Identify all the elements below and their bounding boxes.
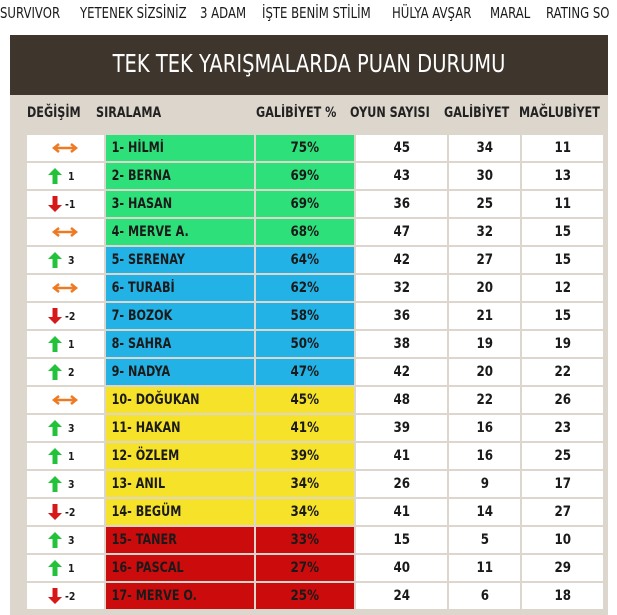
contestant-name: 6- TURABİ: [106, 275, 254, 301]
win-pct: 25%: [256, 583, 354, 609]
change-cell: [27, 219, 104, 245]
nav-link-rating[interactable]: RATING SO: [546, 4, 610, 22]
table-row: [27, 275, 603, 301]
change-cell: [27, 191, 104, 217]
wins-count: 27: [449, 247, 520, 273]
win-pct: 45%: [256, 387, 354, 413]
nav-link-hulya-avsar[interactable]: HÜLYA AVŞAR: [392, 4, 472, 22]
losses-count: 25: [522, 443, 603, 469]
contestant-name: 8- SAHRA: [106, 331, 254, 357]
games-count: 43: [356, 163, 447, 189]
table-row: [27, 163, 603, 189]
table-row: [27, 331, 603, 357]
contestant-name: 12- ÖZLEM: [106, 443, 254, 469]
games-count: 41: [356, 499, 447, 525]
standings-title-bar: [10, 35, 608, 95]
contestant-name: 13- ANIL: [106, 471, 254, 497]
rank-change-value: 1: [68, 450, 75, 463]
table-row: [27, 387, 603, 413]
rank-change-value: -2: [65, 590, 76, 603]
contestant-name: 9- NADYA: [106, 359, 254, 385]
table-row: [27, 219, 603, 245]
wins-count: 32: [449, 219, 520, 245]
nav-link-maral[interactable]: MARAL: [490, 4, 531, 22]
table-row: [27, 471, 603, 497]
contestant-name: 11- HAKAN: [106, 415, 254, 441]
table-row: [27, 359, 603, 385]
table-row: [27, 135, 603, 161]
change-cell: [27, 303, 104, 329]
contestant-name: 1- HİLMİ: [106, 135, 254, 161]
win-pct: 69%: [256, 191, 354, 217]
change-cell: [27, 135, 104, 161]
wins-count: 34: [449, 135, 520, 161]
change-cell: [27, 499, 104, 525]
contestant-name: 5- SERENAY: [106, 247, 254, 273]
change-cell: [27, 331, 104, 357]
losses-count: 15: [522, 247, 603, 273]
nav-link-yetenek-sizsiniz[interactable]: YETENEK SİZSİNİZ: [80, 4, 187, 22]
table-row: [27, 303, 603, 329]
losses-count: 15: [522, 303, 603, 329]
win-pct: 34%: [256, 471, 354, 497]
rank-change-value: 3: [68, 254, 75, 267]
header-rank: SIRALAMA: [96, 105, 162, 121]
games-count: 40: [356, 555, 447, 581]
rank-change-value: -1: [65, 198, 76, 211]
losses-count: 13: [522, 163, 603, 189]
table-row: [27, 415, 603, 441]
wins-count: 6: [449, 583, 520, 609]
top-nav: [0, 0, 617, 26]
table-row: [27, 443, 603, 469]
win-pct: 69%: [256, 163, 354, 189]
table-row: [27, 191, 603, 217]
games-count: 39: [356, 415, 447, 441]
wins-count: 30: [449, 163, 520, 189]
rank-change-value: -2: [65, 506, 76, 519]
losses-count: 26: [522, 387, 603, 413]
rank-change-value: 1: [68, 170, 75, 183]
games-count: 26: [356, 471, 447, 497]
losses-count: 27: [522, 499, 603, 525]
standings-panel: [10, 35, 608, 615]
rank-change-value: 2: [68, 366, 75, 379]
wins-count: 5: [449, 527, 520, 553]
change-cell: [27, 359, 104, 385]
table-row: [27, 583, 603, 609]
contestant-name: 3- HASAN: [106, 191, 254, 217]
nav-link-iste-benim-stilim[interactable]: İŞTE BENİM STİLİM: [262, 4, 371, 22]
nav-link-survivor[interactable]: SURVIVOR: [0, 4, 61, 22]
rank-change-value: 3: [68, 478, 75, 491]
win-pct: 47%: [256, 359, 354, 385]
games-count: 48: [356, 387, 447, 413]
nav-link-3-adam[interactable]: 3 ADAM: [200, 4, 247, 22]
losses-count: 17: [522, 471, 603, 497]
contestant-name: 14- BEGÜM: [106, 499, 254, 525]
rank-change-value: -2: [65, 310, 76, 323]
wins-count: 16: [449, 443, 520, 469]
wins-count: 11: [449, 555, 520, 581]
rank-change-value: 1: [68, 338, 75, 351]
games-count: 38: [356, 331, 447, 357]
header-win-pct: GALİBİYET %: [256, 105, 337, 121]
win-pct: 58%: [256, 303, 354, 329]
wins-count: 20: [449, 359, 520, 385]
wins-count: 16: [449, 415, 520, 441]
contestant-name: 15- TANER: [106, 527, 254, 553]
change-cell: [27, 247, 104, 273]
games-count: 36: [356, 191, 447, 217]
losses-count: 11: [522, 191, 603, 217]
losses-count: 12: [522, 275, 603, 301]
wins-count: 19: [449, 331, 520, 357]
win-pct: 41%: [256, 415, 354, 441]
header-games: OYUN SAYISI: [350, 105, 430, 121]
win-pct: 33%: [256, 527, 354, 553]
losses-count: 11: [522, 135, 603, 161]
change-cell: [27, 471, 104, 497]
change-cell: [27, 275, 104, 301]
win-pct: 50%: [256, 331, 354, 357]
contestant-name: 7- BOZOK: [106, 303, 254, 329]
change-cell: [27, 527, 104, 553]
win-pct: 68%: [256, 219, 354, 245]
table-row: [27, 499, 603, 525]
change-cell: [27, 163, 104, 189]
rank-change-value: 1: [68, 562, 75, 575]
win-pct: 39%: [256, 443, 354, 469]
wins-count: 22: [449, 387, 520, 413]
wins-count: 25: [449, 191, 520, 217]
change-cell: [27, 387, 104, 413]
header-change: DEĞİŞİM: [27, 105, 81, 121]
table-row: [27, 247, 603, 273]
games-count: 36: [356, 303, 447, 329]
wins-count: 20: [449, 275, 520, 301]
contestant-name: 2- BERNA: [106, 163, 254, 189]
win-pct: 62%: [256, 275, 354, 301]
contestant-name: 16- PASCAL: [106, 555, 254, 581]
table-row: [27, 527, 603, 553]
rank-change-value: 3: [68, 422, 75, 435]
win-pct: 64%: [256, 247, 354, 273]
win-pct: 75%: [256, 135, 354, 161]
wins-count: 14: [449, 499, 520, 525]
contestant-name: 17- MERVE O.: [106, 583, 254, 609]
win-pct: 34%: [256, 499, 354, 525]
header-losses: MAĞLUBİYET: [519, 105, 600, 121]
change-cell: [27, 555, 104, 581]
wins-count: 9: [449, 471, 520, 497]
change-cell: [27, 415, 104, 441]
losses-count: 23: [522, 415, 603, 441]
games-count: 15: [356, 527, 447, 553]
games-count: 45: [356, 135, 447, 161]
games-count: 24: [356, 583, 447, 609]
wins-count: 21: [449, 303, 520, 329]
win-pct: 27%: [256, 555, 354, 581]
losses-count: 10: [522, 527, 603, 553]
losses-count: 29: [522, 555, 603, 581]
games-count: 32: [356, 275, 447, 301]
contestant-name: 10- DOĞUKAN: [106, 387, 254, 413]
games-count: 42: [356, 359, 447, 385]
losses-count: 18: [522, 583, 603, 609]
losses-count: 15: [522, 219, 603, 245]
change-cell: [27, 443, 104, 469]
losses-count: 19: [522, 331, 603, 357]
games-count: 47: [356, 219, 447, 245]
games-count: 41: [356, 443, 447, 469]
contestant-name: 4- MERVE A.: [106, 219, 254, 245]
table-row: [27, 555, 603, 581]
losses-count: 22: [522, 359, 603, 385]
standings-title: TEK TEK YARIŞMALARDA PUAN DURUMU: [112, 49, 506, 78]
header-wins: GALİBİYET: [444, 105, 510, 121]
change-cell: [27, 583, 104, 609]
games-count: 42: [356, 247, 447, 273]
rank-change-value: 3: [68, 534, 75, 547]
